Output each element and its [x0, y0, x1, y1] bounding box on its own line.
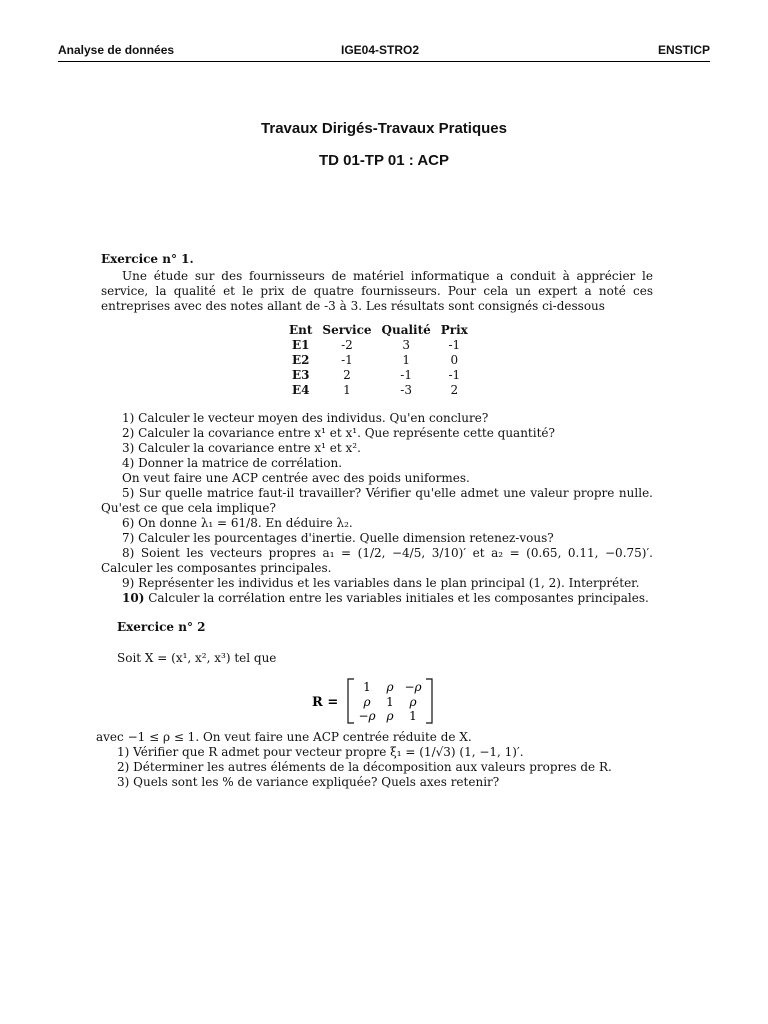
- supplier-table: [284, 323, 473, 398]
- question-item: [101, 546, 653, 576]
- matrix-right-bracket: [426, 679, 432, 723]
- question-text: Soient les vecteurs propres a₁ = (1/2, −4/5, 3/10)′ et a₂ = (0.65, 0.11, −0.75)′. Calculer les composantes principales.: [101, 546, 653, 575]
- matrix-label: R =: [312, 695, 339, 710]
- matrix-cell: ρ: [386, 680, 394, 694]
- question-number: 9): [122, 576, 135, 590]
- table-header: Prix: [440, 323, 468, 337]
- table-cell: -2: [341, 338, 353, 352]
- table-cell: -1: [400, 368, 412, 382]
- question-item: [101, 441, 653, 456]
- table-cell: E3: [291, 368, 310, 382]
- question-number: 7): [122, 531, 135, 545]
- question-number: 1): [117, 745, 130, 759]
- question-text: On veut faire une ACP centrée avec des poids uniformes.: [122, 471, 470, 485]
- question-number: 2): [117, 760, 130, 774]
- table-header: Service: [322, 323, 372, 337]
- question-text: Calculer les pourcentages d'inertie. Quelle dimension retenez-vous?: [138, 531, 554, 545]
- table-cell: 2: [450, 383, 459, 397]
- question-item: [101, 576, 653, 591]
- question-number: 5): [122, 486, 135, 500]
- table-cell: -1: [448, 338, 461, 352]
- document-title: Travaux Dirigés-Travaux Pratiques: [261, 120, 507, 137]
- table-cell: 3: [402, 338, 410, 352]
- matrix-cell: 1: [409, 709, 417, 723]
- question-item: [96, 775, 656, 790]
- question-number: 2): [122, 426, 135, 440]
- table-cell: 2: [343, 368, 351, 382]
- exercise-1-statement: Une étude sur des fournisseurs de matériel informatique a conduit à apprécier le service, la qualité et le prix de quatre fournisseurs. Pour cela un expert a noté ces entreprises avec des notes allant de -3 à 3. Les résultats sont consignés ci-dessous: [101, 269, 653, 313]
- exercise-2-condition: avec −1 ≤ ρ ≤ 1. On veut faire une ACP centrée réduite de X.: [96, 730, 472, 744]
- table-cell: E4: [291, 383, 310, 397]
- table-header-row: [284, 323, 473, 338]
- matrix-cell: ρ: [363, 695, 371, 709]
- table-cell: -1: [341, 353, 353, 367]
- question-text: Quels sont les % de variance expliquée? Quels axes retenir?: [133, 775, 500, 789]
- table-row: [284, 368, 473, 383]
- question-item: [96, 760, 656, 775]
- table-cell: 1: [343, 383, 351, 397]
- table-cell: E1: [291, 338, 310, 352]
- question-number: 3): [122, 441, 135, 455]
- matrix-cell: 1: [363, 680, 371, 694]
- question-number: 4): [122, 456, 135, 470]
- question-item: [101, 411, 653, 426]
- page-header: [58, 43, 710, 62]
- header-class: IGE04-STRO2: [341, 43, 420, 57]
- table-row: [284, 338, 473, 353]
- matrix-cell: −ρ: [404, 680, 422, 694]
- header-school: ENSTICP: [657, 43, 710, 57]
- question-text: On donne λ₁ = 61/8. En déduire λ₂.: [138, 516, 353, 530]
- question-text: Calculer la covariance entre x¹ et x².: [138, 441, 361, 455]
- question-text: Calculer le vecteur moyen des individus. Qu'en conclure?: [138, 411, 489, 425]
- question-number: 3): [117, 775, 130, 789]
- question-text: Calculer la corrélation entre les variables initiales et les composantes principales.: [148, 591, 649, 605]
- question-number: 6): [122, 516, 135, 530]
- table-header: Ent: [289, 323, 313, 337]
- question-number: 10): [122, 591, 145, 605]
- table-header: Qualité: [381, 323, 431, 337]
- table-cell: 0: [450, 353, 459, 367]
- question-item: [101, 486, 653, 516]
- table-cell: 1: [402, 353, 410, 367]
- question-number: 8): [122, 546, 135, 560]
- question-item: [101, 531, 653, 546]
- question-item: [96, 745, 656, 760]
- question-text: Sur quelle matrice faut-il travailler? Vérifier qu'elle admet une valeur propre nulle. Qu'est ce que cela implique?: [101, 486, 653, 515]
- correlation-matrix: [312, 677, 452, 727]
- question-item: [101, 591, 653, 606]
- question-item: [101, 471, 653, 486]
- question-item: [101, 426, 653, 441]
- matrix-cell: −ρ: [358, 709, 376, 723]
- matrix-cell: ρ: [386, 709, 394, 723]
- question-text: Représenter les individus et les variables dans le plan principal (1, 2). Interpréter.: [138, 576, 640, 590]
- exercise-1-title: Exercice n° 1.: [101, 252, 194, 266]
- question-text: Vérifier que R admet pour vecteur propre ξ₁ = (1/√3) (1, −1, 1)′.: [133, 745, 524, 759]
- exercise-1: [101, 252, 653, 314]
- exercise-1-questions: [101, 411, 653, 606]
- question-text: Donner la matrice de corrélation.: [138, 456, 343, 470]
- question-item: [101, 516, 653, 531]
- matrix-left-bracket: [348, 679, 354, 723]
- table-cell: -1: [448, 368, 461, 382]
- question-item: [101, 456, 653, 471]
- table-cell: E2: [291, 353, 310, 367]
- table-row: [284, 353, 473, 368]
- document-subtitle: TD 01-TP 01 : ACP: [318, 152, 450, 169]
- exercise-2-title: Exercice n° 2: [117, 620, 206, 634]
- exercise-2-definition: Soit X = (x¹, x², x³) tel que: [117, 651, 277, 665]
- table-row: [284, 383, 473, 398]
- header-course: Analyse de données: [58, 43, 175, 57]
- matrix-cell: ρ: [409, 695, 417, 709]
- question-number: 1): [122, 411, 135, 425]
- exercise-2-body: [96, 730, 656, 790]
- question-text: Calculer la covariance entre x¹ et x¹. Que représente cette quantité?: [138, 426, 555, 440]
- matrix-cell: 1: [386, 695, 394, 709]
- question-text: Déterminer les autres éléments de la décomposition aux valeurs propres de R.: [133, 760, 612, 774]
- table-cell: -3: [400, 383, 412, 397]
